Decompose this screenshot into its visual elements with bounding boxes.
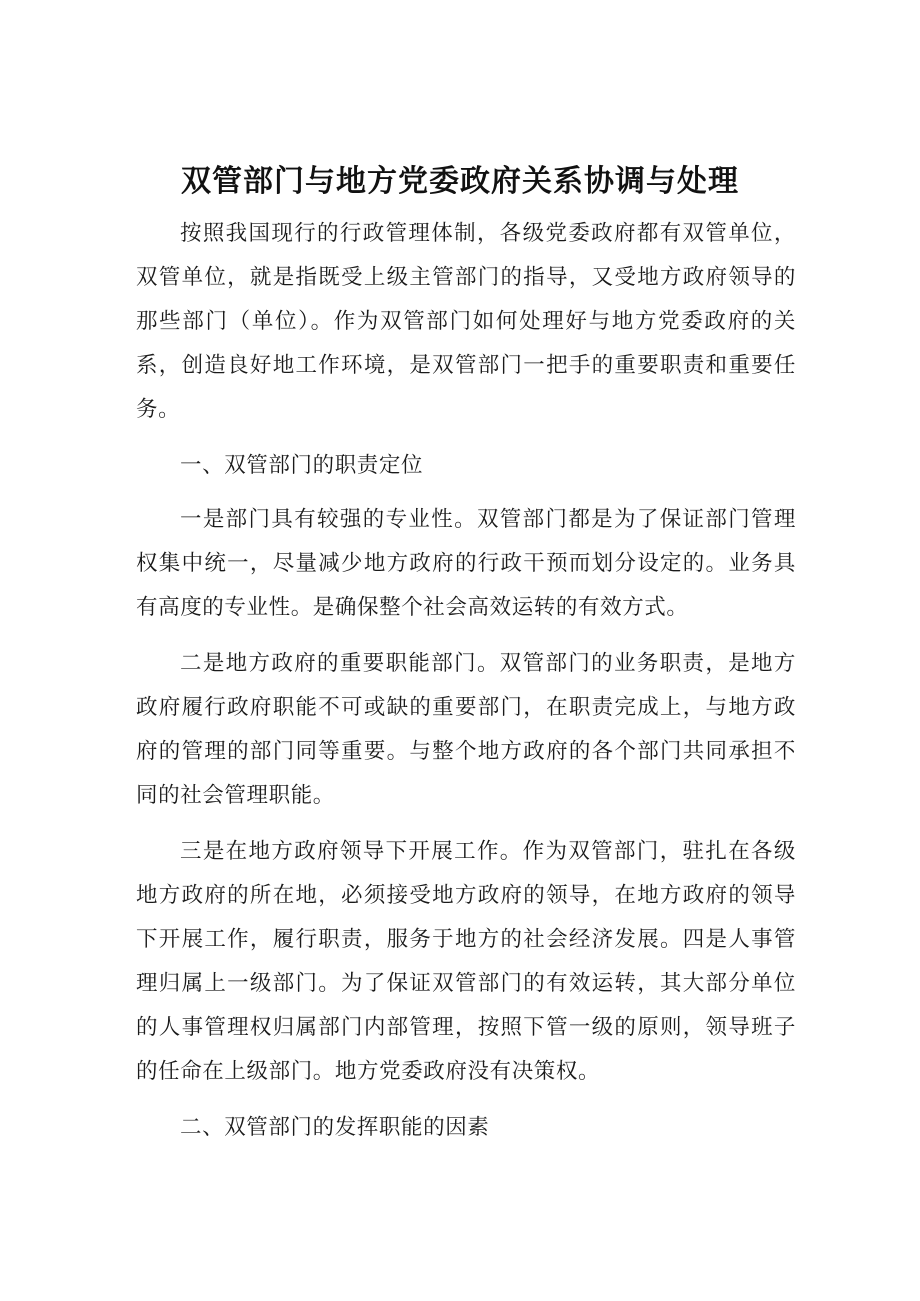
document-title: 双管部门与地方党委政府关系协调与处理	[181, 164, 739, 199]
section-heading-1: 一、双管部门的职责定位	[180, 453, 424, 478]
paragraph-point-2: 二是地方政府的重要职能部门。双管部门的业务职责，是地方政府履行政府职能不可或缺的重要部门，在职责完成上，与地方政府的管理的部门同等重要。与整个地方政府的各个部门共同承担不同的社会管理职能。	[136, 651, 796, 808]
paragraph-point-1: 一是部门具有较强的专业性。双管部门都是为了保证部门管理权集中统一，尽量减少地方政府的行政干预而划分设定的。业务具有高度的专业性。是确保整个社会高效运转的有效方式。	[136, 507, 796, 620]
paragraph-intro: 按照我国现行的行政管理体制，各级党委政府都有双管单位，双管单位，就是指既受上级主管部门的指导，又受地方政府领导的那些部门（单位）。作为双管部门如何处理好与地方党委政府的关系，创造良好地工作环境，是双管部门一把手的重要职责和重要任务。	[136, 221, 796, 422]
section-heading-2: 二、双管部门的发挥职能的因素	[180, 1115, 490, 1140]
document-body	[136, 212, 796, 1160]
paragraph-point-3-4: 三是在地方政府领导下开展工作。作为双管部门，驻扎在各级地方政府的所在地，必须接受地方政府的领导，在地方政府的领导下开展工作，履行职责，服务于地方的社会经济发展。四是人事管理归属上一级部门。为了保证双管部门的有效运转，其大部分单位的人事管理权归属部门内部管理，按照下管一级的原则，领导班子的任命在上级部门。地方党委政府没有决策权。	[136, 839, 796, 1084]
